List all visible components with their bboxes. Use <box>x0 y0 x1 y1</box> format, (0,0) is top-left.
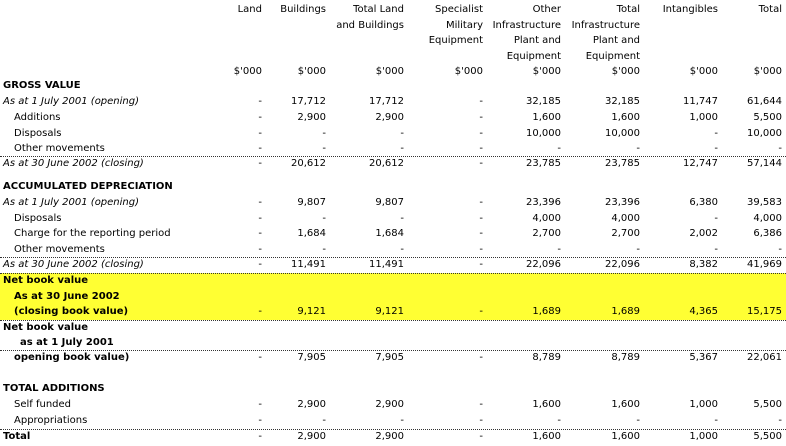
cell-value: - <box>479 399 483 410</box>
cell-value: 1,684 <box>375 228 404 239</box>
cell-value: 5,367 <box>689 352 718 363</box>
column-header: Total Infrastructure Plant and Equipment <box>571 4 640 62</box>
table-row <box>0 335 786 351</box>
row-label: Other movements <box>14 143 105 154</box>
table-row <box>0 304 786 320</box>
cell-value: 6,380 <box>689 197 718 208</box>
cell-value: - <box>479 415 483 426</box>
row-label: Net book value <box>3 275 89 286</box>
cell-value: 4,000 <box>611 213 640 224</box>
table-row <box>0 78 786 94</box>
table-row <box>0 413 786 429</box>
cell-value: - <box>714 415 718 426</box>
cell-value: 12,747 <box>683 158 718 169</box>
row-divider <box>0 257 786 258</box>
row-label: Additions <box>14 112 61 123</box>
column-header: Land <box>237 4 262 15</box>
row-label: TOTAL ADDITIONS <box>3 383 105 394</box>
cell-value: 8,382 <box>689 259 718 270</box>
row-label: opening book value) <box>14 352 130 363</box>
cell-value: - <box>714 143 718 154</box>
cell-value: - <box>400 244 404 255</box>
row-label: Net book value <box>3 322 89 333</box>
table-row <box>0 242 786 258</box>
cell-value: 5,500 <box>753 112 782 123</box>
cell-value: 1,000 <box>689 431 718 442</box>
table-row <box>0 226 786 242</box>
cell-value: 1,689 <box>611 306 640 317</box>
cell-value: 1,689 <box>532 306 561 317</box>
cell-value: 2,700 <box>611 228 640 239</box>
column-header: Total <box>758 4 782 15</box>
table-row <box>0 350 786 366</box>
table-row <box>0 195 786 211</box>
cell-value: 23,396 <box>605 197 640 208</box>
cell-value: - <box>258 352 262 363</box>
cell-value: - <box>557 415 561 426</box>
cell-value: - <box>479 128 483 139</box>
column-header: Other Infrastructure Plant and Equipment <box>492 4 561 62</box>
cell-value: - <box>557 244 561 255</box>
row-label: Other movements <box>14 244 105 255</box>
cell-value: 20,612 <box>369 158 404 169</box>
cell-value: 1,600 <box>611 431 640 442</box>
row-label: As at 1 July 2001 (opening) <box>3 197 140 208</box>
cell-value: 10,000 <box>605 128 640 139</box>
cell-value: 10,000 <box>526 128 561 139</box>
cell-value: - <box>479 431 483 442</box>
table-row <box>0 141 786 157</box>
column-header: Total Land and Buildings <box>336 4 404 31</box>
cell-value: - <box>258 244 262 255</box>
cell-value: 11,491 <box>291 259 326 270</box>
cell-value: - <box>258 228 262 239</box>
row-label: as at 1 July 2001 <box>20 337 114 348</box>
cell-value: - <box>714 213 718 224</box>
cell-value: 1,600 <box>532 399 561 410</box>
row-label: As at 1 July 2001 (opening) <box>3 96 140 107</box>
table-row <box>0 179 786 195</box>
column-unit: $'000 <box>375 66 404 77</box>
cell-value: - <box>778 244 782 255</box>
cell-value: 1,600 <box>532 112 561 123</box>
cell-value: 1,600 <box>611 112 640 123</box>
row-label: Total <box>3 431 31 442</box>
cell-value: 32,185 <box>526 96 561 107</box>
row-label: Charge for the reporting period <box>14 228 171 239</box>
cell-value: - <box>479 143 483 154</box>
row-divider <box>0 350 786 351</box>
row-divider <box>0 273 786 274</box>
cell-value: 1,600 <box>611 399 640 410</box>
column-unit: $'000 <box>297 66 326 77</box>
column-unit: $'000 <box>689 66 718 77</box>
cell-value: 32,185 <box>605 96 640 107</box>
cell-value: 23,785 <box>526 158 561 169</box>
cell-value: - <box>714 244 718 255</box>
table-row <box>0 273 786 289</box>
row-divider <box>0 156 786 157</box>
cell-value: 2,700 <box>532 228 561 239</box>
cell-value: - <box>636 143 640 154</box>
cell-value: 23,785 <box>605 158 640 169</box>
cell-value: 9,121 <box>297 306 326 317</box>
row-label: GROSS VALUE <box>3 80 81 91</box>
cell-value: 22,096 <box>526 259 561 270</box>
cell-value: - <box>400 213 404 224</box>
cell-value: 1,000 <box>689 399 718 410</box>
cell-value: - <box>322 213 326 224</box>
cell-value: - <box>479 213 483 224</box>
cell-value: 9,121 <box>375 306 404 317</box>
cell-value: 7,905 <box>297 352 326 363</box>
cell-value: 8,789 <box>611 352 640 363</box>
cell-value: 2,900 <box>375 431 404 442</box>
cell-value: - <box>479 244 483 255</box>
row-label: (closing book value) <box>14 306 129 317</box>
cell-value: - <box>479 158 483 169</box>
cell-value: 1,600 <box>532 431 561 442</box>
cell-value: 2,900 <box>375 112 404 123</box>
cell-value: - <box>258 197 262 208</box>
cell-value: - <box>322 128 326 139</box>
cell-value: 2,900 <box>297 112 326 123</box>
cell-value: - <box>258 259 262 270</box>
cell-value: - <box>258 213 262 224</box>
cell-value: 2,900 <box>297 399 326 410</box>
cell-value: 7,905 <box>375 352 404 363</box>
cell-value: 4,365 <box>689 306 718 317</box>
table-row <box>0 289 786 305</box>
cell-value: 41,969 <box>747 259 782 270</box>
cell-value: 5,500 <box>753 399 782 410</box>
cell-value: - <box>258 158 262 169</box>
cell-value: 22,096 <box>605 259 640 270</box>
cell-value: - <box>258 415 262 426</box>
column-header: Buildings <box>280 4 326 15</box>
cell-value: - <box>400 143 404 154</box>
column-unit: $'000 <box>611 66 640 77</box>
cell-value: - <box>258 143 262 154</box>
cell-value: - <box>479 259 483 270</box>
row-label: Disposals <box>14 128 62 139</box>
cell-value: 11,491 <box>369 259 404 270</box>
table-row <box>0 429 786 445</box>
cell-value: - <box>778 143 782 154</box>
column-unit: $'000 <box>454 66 483 77</box>
cell-value: 2,900 <box>375 399 404 410</box>
cell-value: 17,712 <box>291 96 326 107</box>
table-row <box>0 126 786 142</box>
cell-value: 8,789 <box>532 352 561 363</box>
cell-value: 61,644 <box>747 96 782 107</box>
cell-value: 22,061 <box>747 352 782 363</box>
cell-value: - <box>479 96 483 107</box>
cell-value: - <box>479 306 483 317</box>
table-row <box>0 94 786 110</box>
row-label: Appropriations <box>14 415 88 426</box>
cell-value: - <box>322 415 326 426</box>
column-header: Specialist Military Equipment <box>428 4 483 46</box>
row-label: ACCUMULATED DEPRECIATION <box>3 181 173 192</box>
cell-value: - <box>714 128 718 139</box>
cell-value: - <box>479 197 483 208</box>
cell-value: - <box>400 415 404 426</box>
table-row <box>0 366 786 382</box>
cell-value: 11,747 <box>683 96 718 107</box>
column-unit: $'000 <box>233 66 262 77</box>
table-row <box>0 156 786 172</box>
cell-value: 9,807 <box>375 197 404 208</box>
cell-value: - <box>258 128 262 139</box>
cell-value: 6,386 <box>753 228 782 239</box>
cell-value: - <box>322 244 326 255</box>
cell-value: - <box>400 128 404 139</box>
column-unit: $'000 <box>532 66 561 77</box>
cell-value: 1,684 <box>297 228 326 239</box>
row-label: As at 30 June 2002 <box>14 291 120 302</box>
row-divider <box>0 320 786 321</box>
cell-value: - <box>322 143 326 154</box>
table-row <box>0 110 786 126</box>
column-unit: $'000 <box>753 66 782 77</box>
row-divider <box>0 429 786 430</box>
cell-value: 10,000 <box>747 128 782 139</box>
column-header: Intangibles <box>662 4 718 15</box>
cell-value: 9,807 <box>297 197 326 208</box>
cell-value: 2,002 <box>689 228 718 239</box>
cell-value: 20,612 <box>291 158 326 169</box>
cell-value: - <box>258 431 262 442</box>
cell-value: - <box>636 415 640 426</box>
cell-value: - <box>636 244 640 255</box>
cell-value: 15,175 <box>747 306 782 317</box>
row-label: As at 30 June 2002 (closing) <box>3 259 144 270</box>
cell-value: - <box>258 112 262 123</box>
cell-value: 39,583 <box>747 197 782 208</box>
cell-value: - <box>258 96 262 107</box>
cell-value: 2,900 <box>297 431 326 442</box>
cell-value: - <box>479 228 483 239</box>
cell-value: - <box>479 112 483 123</box>
cell-value: - <box>778 415 782 426</box>
cell-value: - <box>557 143 561 154</box>
cell-value: 57,144 <box>747 158 782 169</box>
row-label: As at 30 June 2002 (closing) <box>3 158 144 169</box>
table-row <box>0 397 786 413</box>
table-row <box>0 381 786 397</box>
row-label: Disposals <box>14 213 62 224</box>
cell-value: 4,000 <box>753 213 782 224</box>
cell-value: 1,000 <box>689 112 718 123</box>
cell-value: 5,500 <box>753 431 782 442</box>
row-label: Self funded <box>14 399 72 410</box>
cell-value: 4,000 <box>532 213 561 224</box>
table-row <box>0 257 786 273</box>
cell-value: 23,396 <box>526 197 561 208</box>
cell-value: - <box>479 352 483 363</box>
table-row <box>0 211 786 227</box>
table-row <box>0 320 786 336</box>
cell-value: - <box>258 306 262 317</box>
cell-value: 17,712 <box>369 96 404 107</box>
cell-value: - <box>258 399 262 410</box>
